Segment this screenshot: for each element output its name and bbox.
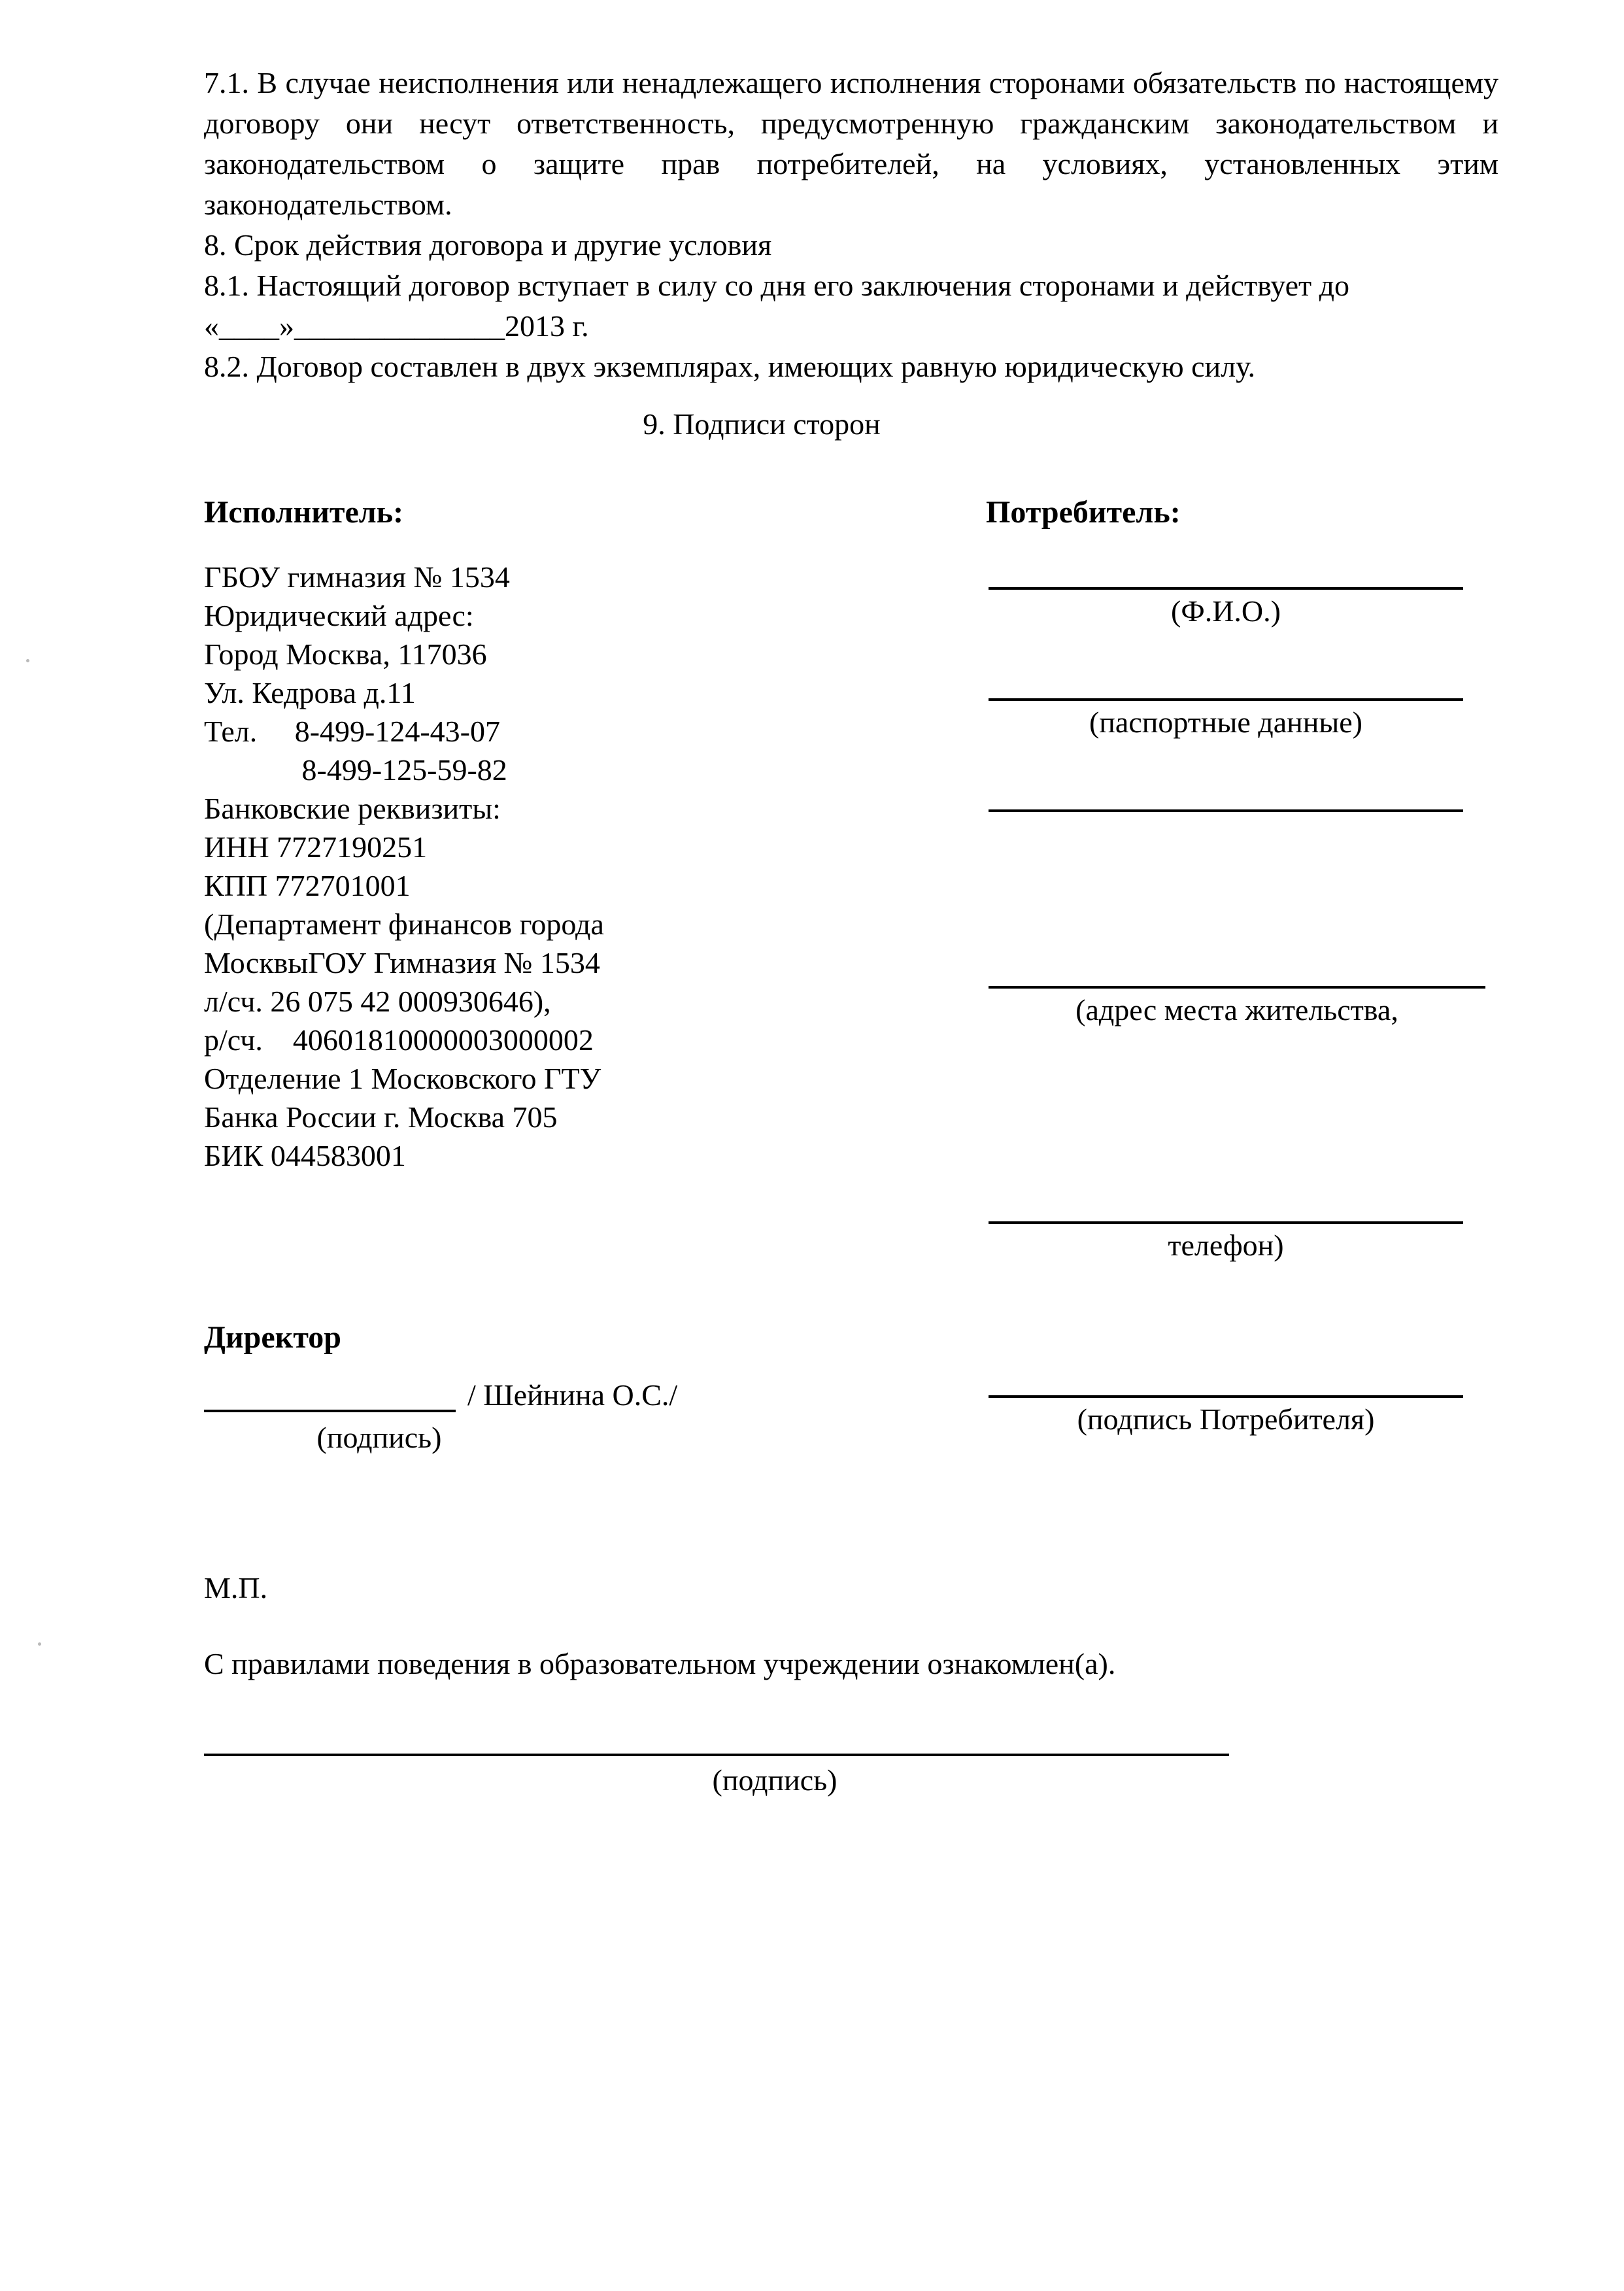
executor-detail-line: ИНН 7727190251 xyxy=(204,830,428,864)
executor-detail-line: Банка России г. Москва 705 xyxy=(204,1100,558,1134)
executor-detail-line: Отделение 1 Московского ГТУ xyxy=(204,1062,601,1095)
phone-blank-line xyxy=(989,1187,1463,1224)
consumer-signature-blank-line xyxy=(989,1361,1463,1398)
executor-detail-line: БИК 044583001 xyxy=(204,1139,406,1172)
executor-detail-line: МосквыГОУ Гимназия № 1534 xyxy=(204,946,600,979)
executor-detail-line: Тел. 8-499-124-43-07 xyxy=(204,715,500,748)
stamp-placeholder: М.П. xyxy=(204,1571,268,1604)
scan-artifact xyxy=(26,659,29,662)
executor-detail-line: (Департамент финансов города xyxy=(204,908,604,941)
fio-caption: (Ф.И.О.) xyxy=(1171,594,1281,628)
acknowledgement-signature-caption: (подпись) xyxy=(712,1763,837,1797)
executor-detail-line: Ул. Кедрова д.11 xyxy=(204,676,416,709)
director-signature-caption: (подпись) xyxy=(316,1421,442,1454)
executor-detail-line: л/сч. 26 075 42 000930646), xyxy=(204,985,551,1018)
section-8-heading: 8. Срок действия договора и другие условия xyxy=(204,228,772,262)
director-signature-row xyxy=(204,1373,677,1412)
executor-detail-line: Юридический адрес: xyxy=(204,599,474,632)
phone-caption: телефон) xyxy=(1168,1229,1284,1262)
clause-8-1: 8.1. Настоящий договор вступает в силу со дня его заключения сторонами и действует до xyxy=(204,269,1350,302)
executor-detail-line: 8-499-125-59-82 xyxy=(204,753,507,787)
executor-heading: Исполнитель: xyxy=(204,495,404,530)
consumer-heading: Потребитель: xyxy=(986,495,1181,530)
executor-detail-line: КПП 772701001 xyxy=(204,869,411,902)
passport-caption: (паспортные данные) xyxy=(1089,705,1363,739)
executor-detail-line: ГБОУ гимназия № 1534 xyxy=(204,560,510,594)
director-signature-name: / Шейнина О.С./ xyxy=(467,1378,678,1412)
signatures-heading: 9. Подписи сторон xyxy=(643,407,881,441)
date-blank-line: «____»______________2013 г. xyxy=(204,309,589,343)
executor-detail-line: Город Москва, 117036 xyxy=(204,637,487,671)
address-blank-line xyxy=(989,952,1485,989)
contract-clauses-block xyxy=(204,63,1498,387)
fio-blank-line xyxy=(989,553,1463,590)
clause-8-2: 8.2. Договор составлен в двух экземплярах, имеющих равную юридическую силу. xyxy=(204,350,1256,383)
address-caption: (адрес места жительства, xyxy=(1075,993,1398,1027)
executor-detail-line: Банковские реквизиты: xyxy=(204,792,501,825)
extra-blank-line xyxy=(989,775,1463,812)
clause-7-1: 7.1. В случае неисполнения или ненадлежащего исполнения сторонами обязательств по настоящему договору они несут ответственность, предусмотренную гражданским законодательством и законодательством о защите прав потребителей, на условиях, установленных этим законодательством. xyxy=(204,66,1498,221)
rules-acknowledgement-text: С правилами поведения в образовательном учреждении ознакомлен(а). xyxy=(204,1647,1116,1680)
executor-details xyxy=(204,558,604,1175)
executor-detail-line: р/сч. 40601810000003000002 xyxy=(204,1023,594,1057)
scan-artifact xyxy=(38,1642,41,1646)
director-signature-blank-line xyxy=(204,1373,456,1412)
director-title: Директор xyxy=(204,1320,341,1355)
acknowledgement-signature-blank-line xyxy=(204,1718,1229,1756)
consumer-signature-caption: (подпись Потребителя) xyxy=(1077,1402,1375,1436)
passport-blank-line xyxy=(989,664,1463,701)
